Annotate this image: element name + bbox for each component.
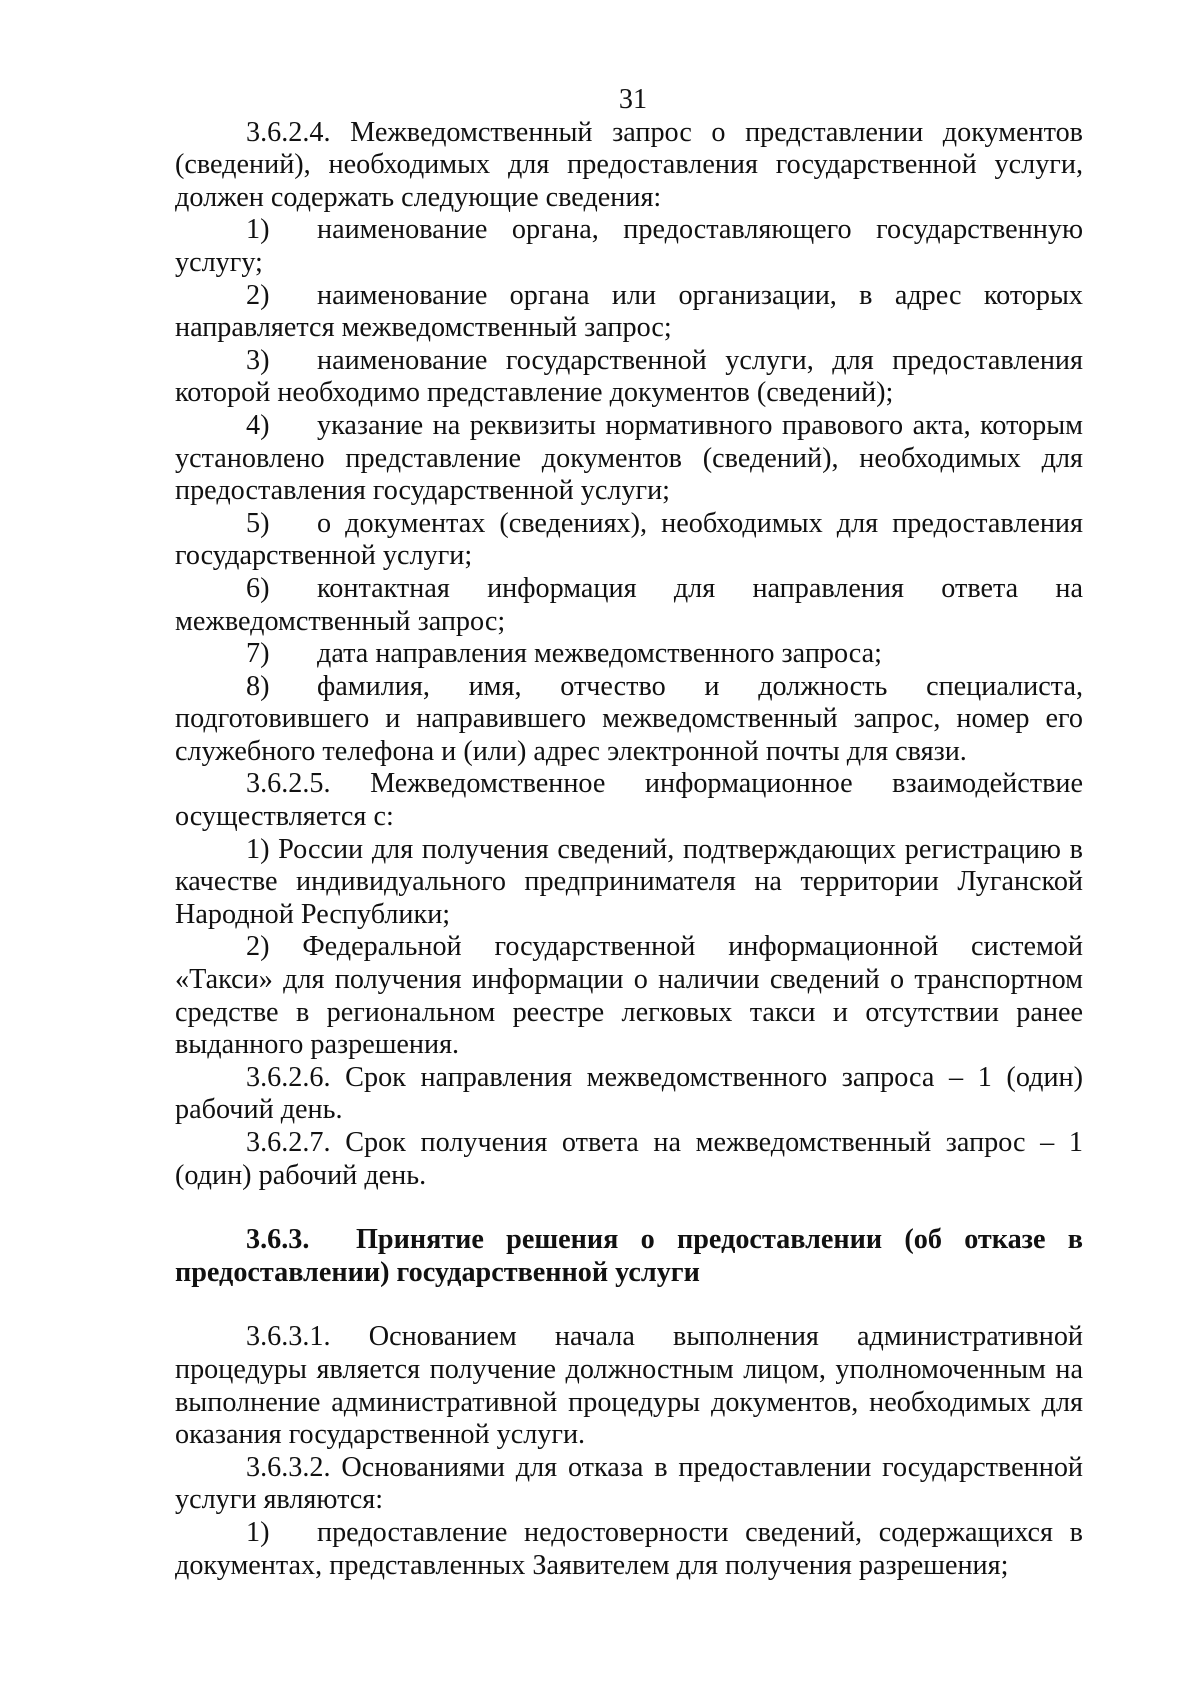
list-item-text: наименование государственной услуги, для предоставления которой необходимо представление документов (сведений);	[175, 344, 1083, 409]
list-item	[175, 214, 1083, 279]
list-item	[175, 1517, 1083, 1582]
list-item-number: 1)	[246, 1516, 270, 1548]
list-item	[175, 345, 1083, 410]
list-item-number: 4)	[246, 409, 270, 441]
section-heading-number: 3.6.3.	[246, 1224, 310, 1256]
list-item-number: 5)	[246, 507, 270, 539]
section-heading-3-6-3	[175, 1224, 1083, 1289]
list-item-text: предоставление недостоверности сведений, содержащихся в документах, представленных Заявителем для получения разрешения;	[175, 1516, 1083, 1581]
list-item-number: 2)	[246, 279, 270, 311]
list-item-text: фамилия, имя, отчество и должность специалиста, подготовившего и направившего межведомственный запрос, номер его служебного телефона и (или) адрес электронной почты для связи.	[175, 670, 1083, 767]
list-item-text: о документах (сведениях), необходимых для предоставления государственной услуги;	[175, 507, 1083, 572]
page-number: 31	[618, 84, 648, 115]
list-item: 2) Федеральной государственной информационной системой «Такси» для получения информации о наличии сведений о транспортном средстве в региональном реестре легковых такси и отсутствии ранее выданного разрешения.	[175, 931, 1083, 1061]
list-item	[175, 671, 1083, 769]
list-item-text: указание на реквизиты нормативного правового акта, которым установлено представление документов (сведений), необходимых для предоставления государственной услуги;	[175, 409, 1083, 507]
list-item-number: 3)	[246, 344, 270, 376]
paragraph-3-6-2-7: 3.6.2.7. Срок получения ответа на межведомственный запрос – 1 (один) рабочий день.	[175, 1127, 1083, 1191]
paragraph-3-6-3-1: 3.6.3.1. Основанием начала выполнения административной процедуры является получение должностным лицом, уполномоченным на выполнение административной процедуры документов, необходимых для оказания государственной услуги.	[175, 1321, 1083, 1451]
list-item: 1) России для получения сведений, подтверждающих регистрацию в качестве индивидуального предпринимателя на территории Луганской Народной Республики;	[175, 833, 1083, 930]
list-item-text: наименование органа, предоставляющего государственную услугу;	[175, 214, 1083, 278]
list-item-text: наименование органа или организации, в адрес которых направляется межведомственный запрос;	[175, 279, 1083, 344]
list-item-number: 8)	[246, 670, 270, 702]
paragraph-3-6-2-4: 3.6.2.4. Межведомственный запрос о представлении документов (сведений), необходимых для предоставления государственной услуги, должен содержать следующие сведения:	[175, 116, 1083, 213]
list-item-text: дата направления межведомственного запроса;	[317, 638, 882, 670]
list-item-number: 6)	[246, 572, 270, 604]
list-item-number: 7)	[246, 638, 270, 670]
list-3-6-2-4	[175, 214, 1083, 768]
list-item	[175, 410, 1083, 508]
list-item-number: 1)	[246, 214, 270, 246]
paragraph-3-6-2-5: 3.6.2.5. Межведомственное информационное взаимодействие осуществляется с:	[175, 768, 1083, 833]
section-heading-title: Принятие решения о предоставлении (об отказе в предоставлении) государственной услуги	[175, 1224, 1083, 1288]
list-item-text: контактная информация для направления ответа на межведомственный запрос;	[175, 572, 1083, 637]
list-item	[175, 508, 1083, 573]
paragraph-3-6-2-6: 3.6.2.6. Срок направления межведомственного запроса – 1 (один) рабочий день.	[175, 1061, 1083, 1126]
list-item	[175, 573, 1083, 638]
list-item	[175, 638, 1083, 671]
paragraph-3-6-3-2: 3.6.3.2. Основаниями для отказа в предоставлении государственной услуги являются:	[175, 1451, 1083, 1516]
list-item	[175, 280, 1083, 345]
